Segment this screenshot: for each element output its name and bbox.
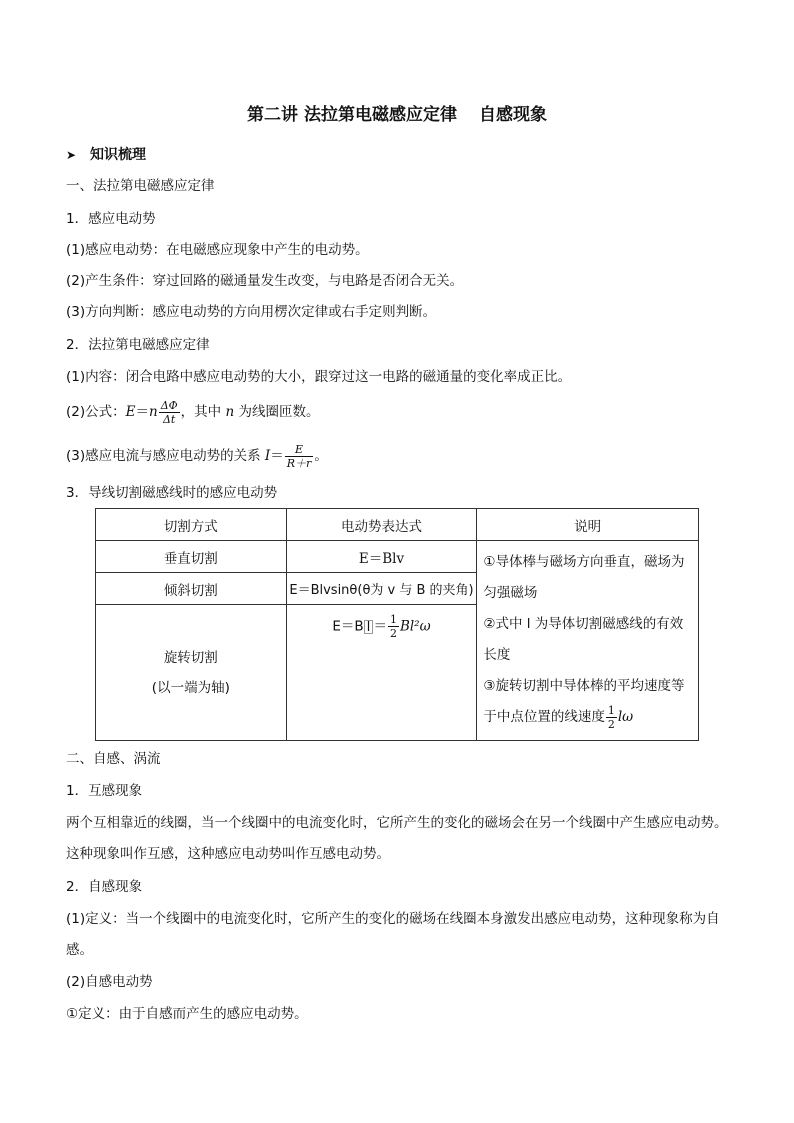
current-relation: (3)感应电流与感应电动势的关系 I＝ $\frac{E}{R+r}$ 。 bbox=[66, 442, 328, 470]
table-cell-notes: ①导体棒与磁场方向垂直，磁场为匀强磁场 ②式中 l 为导体切割磁感线的有效长度 ③旋转切割中导体棒的平均速度等于中点位置的线速度 $\frac{1}{2}$ lω bbox=[477, 541, 699, 741]
table-header-cell: 电动势表达式 bbox=[286, 509, 477, 541]
relation-fraction: $\frac{E}{R+r}$ bbox=[286, 442, 312, 470]
table-cell-mode: 旋转切割 (以一端为轴) bbox=[96, 605, 287, 741]
title-main: 第二讲 法拉第电磁感应定律 bbox=[247, 105, 457, 125]
table-cell-expr: E＝B l ＝ $\frac{1}{2}$ Bl²ω bbox=[286, 605, 477, 741]
section-heading: ➤ 知识梳理 bbox=[66, 147, 146, 163]
part2-s1-text: 两个互相靠近的线圈，当一个线圈中的电流变化时，它所产生的变化的磁场会在另一个线圈中产生感应电动势。这种现象叫作互感，这种感应电动势叫作互感电动势。 bbox=[66, 815, 728, 862]
faraday-formula: (2)公式：E＝n $\frac{\Delta\Phi}{\Delta t}$ ，其中 n 为线圈匝数。 bbox=[66, 398, 320, 426]
page-title bbox=[0, 104, 794, 126]
title-sub: 自感现象 bbox=[478, 105, 547, 125]
part1-heading: 一、法拉第电磁感应定律 bbox=[66, 178, 215, 194]
part2-s2-emf-heading: (2)自感电动势 bbox=[66, 974, 153, 990]
part2-s2-emf-def: ①定义：由于自感而产生的感应电动势。 bbox=[66, 1006, 308, 1022]
table-header-cell: 切割方式 bbox=[96, 509, 287, 541]
part1-s1-item-2: (2)产生条件：穿过回路的磁通量发生改变，与电路是否闭合无关。 bbox=[66, 273, 464, 289]
table-cell-mode: 垂直切割 bbox=[96, 541, 287, 573]
part1-s1-heading: 1．感应电动势 bbox=[66, 211, 156, 227]
table-cell-expr: E＝Blvsinθ(θ为 v 与 B 的夹角) bbox=[286, 573, 477, 605]
part1-s2-heading: 2．法拉第电磁感应定律 bbox=[66, 337, 210, 353]
table-cell-mode: 倾斜切割 bbox=[96, 573, 287, 605]
note-3-fraction: $\frac{1}{2}$ bbox=[607, 703, 615, 731]
cutting-emf-table bbox=[95, 508, 699, 741]
table-header-cell: 说明 bbox=[477, 509, 699, 541]
note-2: ②式中 l 为导体切割磁感线的有效长度 bbox=[483, 616, 684, 663]
part2-s2-def: (1)定义：当一个线圈中的电流变化时，它所产生的变化的磁场在线圈本身激发出感应电动势，这种现象称为自感。 bbox=[66, 911, 720, 958]
part2-s1-heading: 1．互感现象 bbox=[66, 783, 143, 799]
note-1: ①导体棒与磁场方向垂直，磁场为匀强磁场 bbox=[483, 554, 685, 601]
table-row bbox=[96, 541, 699, 573]
part2-s2-heading: 2．自感现象 bbox=[66, 879, 143, 895]
table-cell-expr: E＝Blv bbox=[286, 541, 477, 573]
note-3: ③旋转切割中导体棒的平均速度等于中点位置的线速度 bbox=[483, 678, 685, 725]
part1-s1-item-1: (1)感应电动势：在电磁感应现象中产生的电动势。 bbox=[66, 242, 369, 258]
part2-heading: 二、自感、涡流 bbox=[66, 751, 161, 767]
table-header-row bbox=[96, 509, 699, 541]
part1-s1-item-3: (3)方向判断：感应电动势的方向用楞次定律或右手定则判断。 bbox=[66, 304, 437, 320]
part1-s3-heading: 3．导线切割磁感线时的感应电动势 bbox=[66, 485, 278, 501]
arrow-bullet-icon: ➤ bbox=[66, 148, 77, 162]
formula-fraction: $\frac{\Delta\Phi}{\Delta t}$ bbox=[160, 398, 178, 426]
part1-s2-content: (1)内容：闭合电路中感应电动势的大小，跟穿过这一电路的磁通量的变化率成正比。 bbox=[66, 369, 572, 385]
